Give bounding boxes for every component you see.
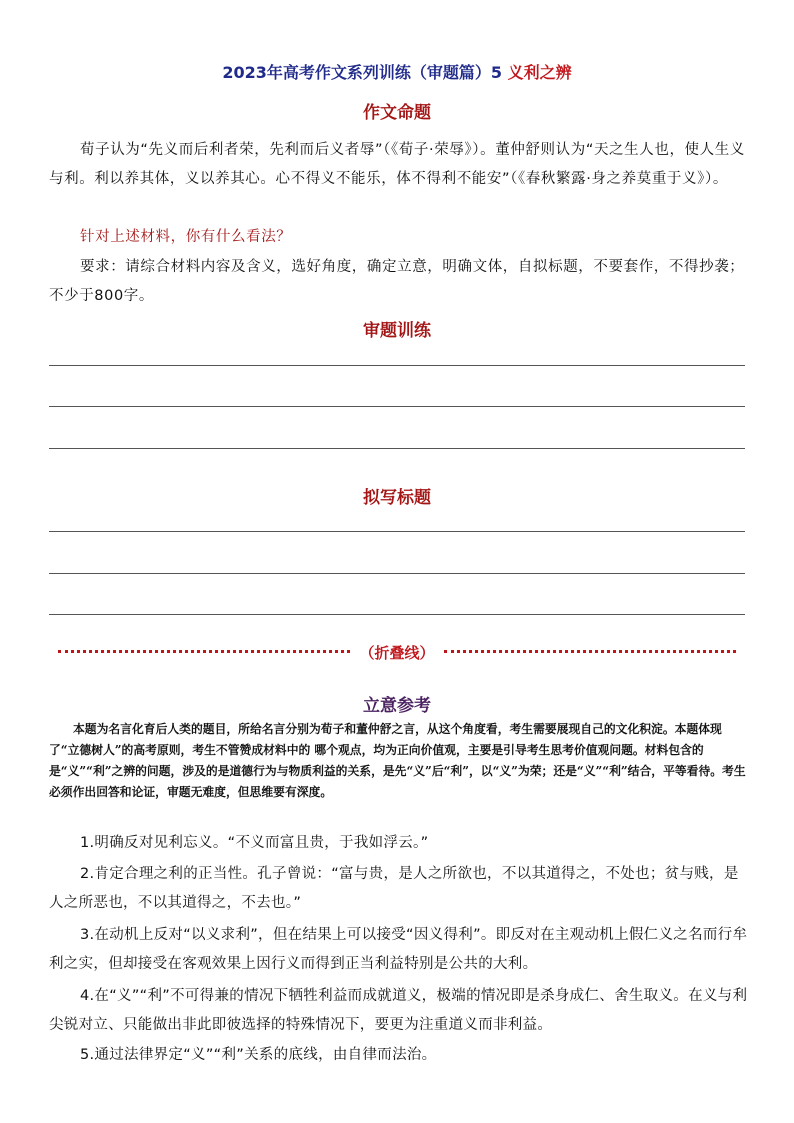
writing-line[interactable]	[49, 365, 745, 366]
heading-reference: 立意参考	[363, 696, 431, 716]
document-title	[0, 60, 794, 83]
title-topic: 义利之辨	[507, 63, 572, 82]
reference-point: 3.在动机上反对“以义求利”，但在结果上可以接受“因义得利”。即反对在主观动机上假仁义之名而行牟利之实，但却接受在客观效果上因行义而得到正当利益特别是公共的大利。	[49, 927, 748, 972]
heading-prompt: 作文命题	[363, 103, 431, 123]
writing-line[interactable]	[49, 614, 745, 615]
title-main: 2023年高考作文系列训练（审题篇）5	[222, 63, 508, 82]
heading-draft-title: 拟写标题	[363, 488, 431, 508]
reference-point: 1.明确反对见利忘义。“不义而富且贵，于我如浮云。”	[80, 835, 429, 851]
writing-line[interactable]	[49, 573, 745, 574]
prompt-material: 荀子认为“先义而后利者荣，先利而后义者辱”（《荀子·荣辱》）。董仲舒则认为“天之生人也，使人生义与利。利以养其体，义以养其心。心不得义不能乐，体不得利不能安”（《春秋繁露·身之养莫重于义》）。	[49, 142, 745, 187]
reference-point: 5.通过法律界定“义”“利”关系的底线，由自律而法治。	[80, 1047, 437, 1063]
reference-intro: 本题为名言化育后人类的题目，所给名言分别为荀子和董仲舒之言，从这个角度看，考生需要展现自己的文化积淀。本题体现了“立德树人”的高考原则，考生不管赞成材料中的 哪个观点，均为正向价值观，主要是引导考生思考价值观问题。材料包含的是“义”“利”之辨的问题，涉及的是道德行为与物质利益的关系，是先“义”后“利”，以“义”为荣；还是“义”“利”结合，平等看待。考生必须作出回答和论证，审题无难度，但思维要有深度。	[49, 722, 746, 799]
writing-line[interactable]	[49, 531, 745, 532]
prompt-question: 针对上述材料，你有什么看法？	[80, 229, 292, 245]
fold-line	[58, 642, 736, 660]
reference-point: 2.肯定合理之利的正当性。孔子曾说：“富与贵，是人之所欲也，不以其道得之，不处也；贫与贱，是人之所恶也，不以其道得之，不去也。”	[49, 866, 739, 911]
writing-line[interactable]	[49, 406, 745, 407]
fold-label: （折叠线）	[58, 642, 736, 663]
heading-exam-training: 审题训练	[363, 321, 431, 341]
writing-line[interactable]	[49, 448, 745, 449]
reference-point: 4.在“义”“利”不可得兼的情况下牺牲利益而成就道义，极端的情况即是杀身成仁、舍生取义。在义与利尖锐对立、只能做出非此即彼选择的特殊情况下，要更为注重道义而非利益。	[49, 988, 748, 1033]
prompt-requirement: 要求：请综合材料内容及含义，选好角度，确定立意，明确文体，自拟标题，不要套作，不得抄袭；不少于800字。	[49, 259, 745, 304]
